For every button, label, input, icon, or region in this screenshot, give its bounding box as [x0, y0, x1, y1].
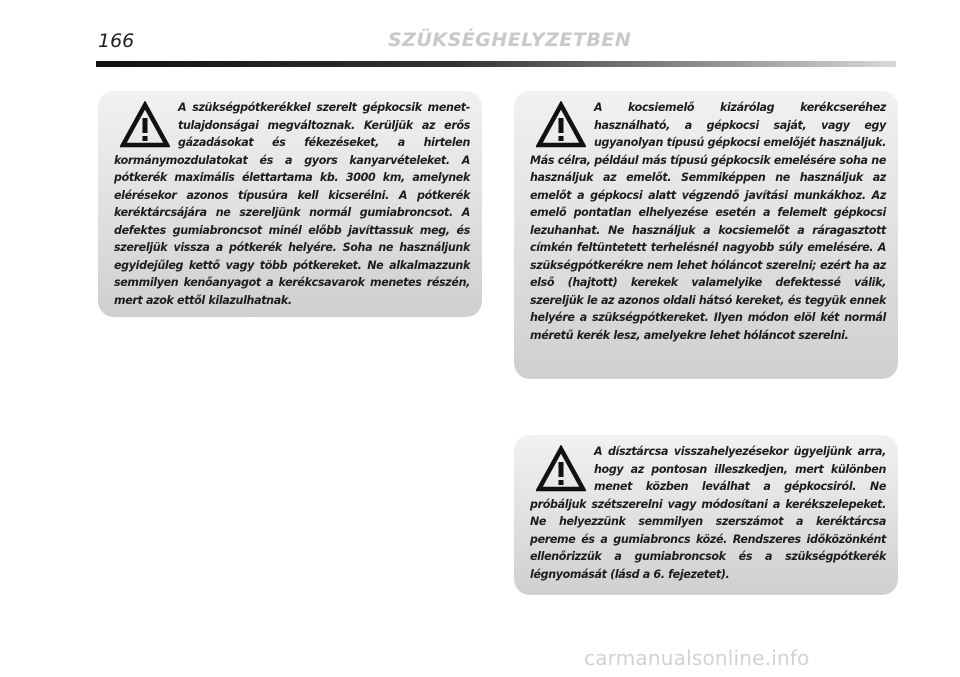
warning-text: A szükségpótkerékkel szerelt gépkocsik menet-tulajdonságai megváltoznak. Kerüljük az erős gázadásokat és fékezéseket, a hirtelen kormánymozdulatokat és a gyors kanyarvételeket. A pótkerék maximális élettartama kb. 3000 km, amelynek elérésekor azonos típusúra kell kicserélni. A pótkerék keréktárcsájára ne szereljünk normál gumiabroncsot. A defektes gumiabroncsot minél előbb javíttassuk meg, és szereljük vissza a pótkerék helyére. Soha ne használjunk egyidejűleg kettő vagy több pótkereket. Ne alkalmazzunk semmilyen kenőanyagot a kerékcsavarok menetes részén, mert azok ettől kilazulhatnak.	[114, 101, 470, 307]
warning-box-hubcap	[514, 435, 898, 595]
header-rule	[96, 61, 896, 67]
page-number: 166	[98, 30, 135, 52]
warning-triangle-icon	[120, 101, 170, 149]
warning-text: A dísztárcsa visszahelyezésekor ügyeljünk arra, hogy az pontosan illeszkedjen, mert különben menet közben leválhat a gépkocsiról. Ne próbáljuk szétszerelni vagy módosítani a kerékszelepeket. Ne helyezzünk semmilyen szerszámot a keréktárcsa pereme és a gumiabroncs közé. Rendszeres időközönként ellenőrizzük a gumiabroncsok és a szükségpótkerék légnyomását (lásd a 6. fejezetet).	[530, 445, 886, 581]
warning-text: A kocsiemelő kizárólag kerékcseréhez használható, a gépkocsi saját, vagy egy ugyanolyan típusú gépkocsi emelőjét használjuk. Más célra, például más típusú gépkocsik emelésére soha ne használjuk az emelőt. Semmiképpen ne használjuk az emelőt a gépkocsi alatt végzendő javítási munkákhoz. Az emelő pontatlan elhelyezése esetén a felemelt gépkocsi lezuhanhat. Ne használjuk a kocsiemelőt a ráragasztott címkén feltüntetett terhelésnél nagyobb súly emelésére. A szükségpótkerékre nem lehet hóláncot szerelni; ezért ha az első (hajtott) kerekek valamelyike defektessé válik, szereljük le az azonos oldali hátsó kereket, és tegyük ennek helyére a szükségpótkereket. Ilyen módon elöl két normál méretű kerék lesz, amelyekre lehet hóláncot szerelni.	[530, 101, 886, 342]
warning-triangle-icon	[536, 445, 586, 493]
section-title: SZÜKSÉGHELYZETBEN	[388, 29, 632, 51]
watermark: carmanualsonline.info	[584, 646, 810, 670]
warning-box-jack	[514, 91, 898, 379]
warning-triangle-icon	[536, 101, 586, 149]
warning-box-spare-wheel	[98, 91, 482, 317]
